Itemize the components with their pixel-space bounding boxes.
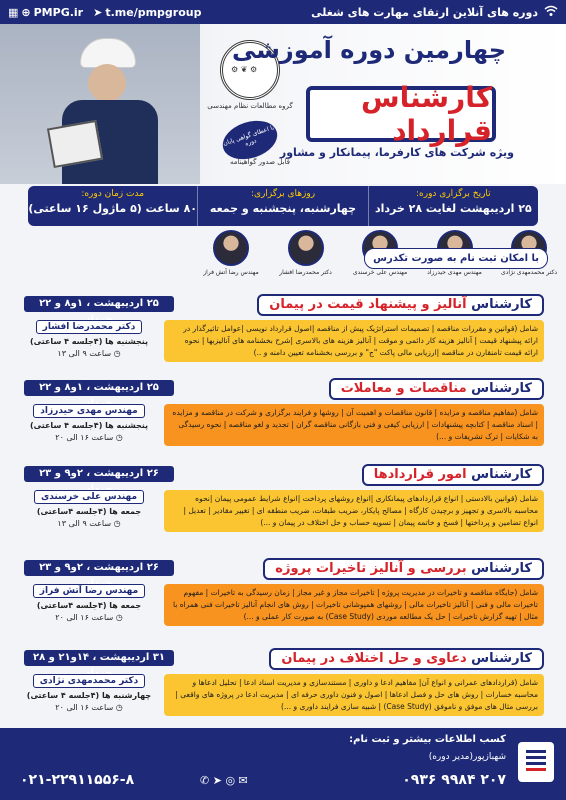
course-sessions: چهارشنبه ها (۴جلسه ۴ ساعتی) <box>26 691 152 700</box>
course-schedule <box>24 484 154 532</box>
course-description: شامل (قوانین و مقررات مناقصه | تصمیمات استراتژیک پیش از مناقصه |اصول قرارداد نویسی |عوامل تاثیرگذار در ارائه پیشنهاد قیمت | آنالیز هزینه کار دائمی و موقت | آنالیز هزینه های بالاسری |شرح بخشنامه های آنالیزبها | نحوه ارائه قیمت تامنقارن در مناقصه |ارزیابی مالی پاکت "ج" و بررسی بخشنامه تعیین دامنه و ..) <box>164 320 544 362</box>
engineer-photo <box>0 24 200 184</box>
course-card <box>24 296 544 362</box>
course-schedule <box>24 314 154 362</box>
course-title: کارشناس آنالیز و پیشنهاد قیمت در پیمان <box>257 294 544 316</box>
course-card <box>24 650 544 716</box>
course-teacher: مهندس مهدی حیدرزاد <box>33 404 144 418</box>
course-card <box>24 466 544 532</box>
days-cell: روزهای برگزاری: چهارشنبه، پنجشنبه و جمعه <box>198 186 368 226</box>
course-title: کارشناس دعاوی و حل اختلاف در پیمان <box>269 648 544 670</box>
course-sessions: جمعه ها (۴جلسه ۴ساعتی) <box>36 601 142 610</box>
course-card <box>24 560 544 626</box>
course-date: ۲۶ اردیبهشت ، ۲و۹ و ۲۳ <box>24 466 174 482</box>
university-logo: ⚙ ❦ ⚙ <box>220 40 280 100</box>
course-teacher: دکتر محمدمهدی نژادی <box>33 674 146 688</box>
instructor: مهندس علی خرسندی <box>349 230 411 290</box>
course-teacher: مهندس علی خرسندی <box>34 490 144 504</box>
course-teacher: مهندس رضا آتش فراز <box>33 584 145 598</box>
logo-caption: گروه مطالعات نظام مهندسی <box>207 102 293 110</box>
footer <box>0 728 566 800</box>
course-description: شامل (مفاهیم مناقصه و مزایده | قانون مناقصات و اهمیت آن | روشها و فرایند برگزاری و شرکت در مناقصه و مزایده | اسناد مناقصه | کتابچه پیشنهادات | ارزیابی کیفی و فنی بازگانی مناقصه گران | تجدید و لغو مناقصه | نحوه رسیدگی به شکایات | ترک تشریفات و ...) <box>164 404 544 446</box>
clock-icon: ◷ <box>115 433 123 442</box>
avatar <box>213 230 249 266</box>
mobile-number[interactable]: ۰۹۳۶ ۹۹۸۴ ۲۰۷ <box>402 772 506 788</box>
badge-note: قابل صدور گواهینامه <box>229 158 290 166</box>
globe-icon: ⊕ <box>21 5 31 19</box>
course-title: کارشناس بررسی و آنالیز تاخیرات پروژه <box>263 558 544 580</box>
clock-icon: ◷ <box>113 519 121 528</box>
course-time: ◷ ساعت ۱۶ الی ۲۰ <box>55 613 123 622</box>
course-time: ◷ ساعت ۹ الی ۱۳ <box>57 519 121 528</box>
messenger-icons <box>200 774 248 787</box>
telegram-icon: ➤ <box>93 5 103 19</box>
course-teacher: دکتر محمدرضا افشار <box>36 320 143 334</box>
email-icon: ✉ <box>238 774 248 787</box>
subtitle: ویژه شرکت های کارفرما، پیمانکار و مشاور <box>279 146 514 159</box>
course-description: شامل (جایگاه مناقصه و تاخیرات در مدیریت پروژه | تاخیرات مجاز و غیر مجاز | زمان رسیدگی به تاخیرات | مفهوم تاخیرات مالی و فنی | آنالیز تاخیرات مالی | روشهای همپوشانی تاخیرات | روش های انجام آنالیز تاخیرات فنی همراه با مثال | تهیه گزارش تاخیرات | حل یک مطالعه موردی (Case Study) به صورت کار عملی و ...) <box>164 584 544 626</box>
course-description: شامل (قراردادهای عمرانی و انواع آن| مفاهیم ادعا و داوری | مستندسازی و مدیریت اسناد ادعا | تحلیل ادعاها و محاسبه خسارات | روش های حل و فصل ادعاها | اصول و فنون داوری حرفه ای | مدیریت ادعا در پروژه های واقعی | بررسی مثال های موفق و ناموفق (Case Study) | شبیه سازی فرایند داوری و ...) <box>164 674 544 716</box>
office-phone[interactable]: ۰۲۱-۲۲۹۱۱۵۵۶-۸ <box>20 772 135 788</box>
register-form-icon <box>518 742 554 782</box>
instructor: مهندس رضا آتش فراز <box>200 230 262 290</box>
clock-icon: ◷ <box>115 703 123 712</box>
course-date: ۲۵ اردیبهشت ، ۱و۸ و ۲۲ <box>24 380 174 396</box>
course-sessions: پنجشنبه ها (۴جلسه ۴ ساعتی) <box>29 337 149 346</box>
info-bar <box>28 186 538 226</box>
course-description: شامل (قوانین بالادستی | انواع قراردادهای پیمانکاری |انواع روشهای پرداخت |انواع شرایط عمومی پیمان |نحوه محاسبه بالاسری و تجهیز و برچیدن کارگاه | مصالح پایکار، ضریب طبقات، ضریب منطقه ای | تغییر مقادیر | تعدیل | انواع تضامین و پرداختها | فسخ و خاتمه پیمان | تسویه حساب و حل اختلاف در پیمان و ...) <box>164 490 544 532</box>
dates-cell: تاریخ برگزاری دوره: ۲۵ اردیبهشت لغایت ۲۸ خرداد <box>374 189 532 215</box>
course-date: ۲۵ اردیبهشت ، ۱و۸ و ۲۲ <box>24 296 174 312</box>
whatsapp-icon: ✆ <box>200 774 210 787</box>
duration-cell: مدت زمان دوره: ۸۰ ساعت (۵ ماژول ۱۶ ساعتی) <box>28 186 198 226</box>
title-box <box>306 81 496 147</box>
course-sessions: جمعه ها (۴جلسه ۴ساعتی) <box>36 507 142 516</box>
course-card <box>24 380 544 446</box>
instagram-icon: ◎ <box>225 774 236 787</box>
title-fourth: چهارمین دوره آموزشی <box>232 36 506 64</box>
instructor: دکتر محمدمهدی نژادی <box>498 230 560 290</box>
course-schedule <box>24 668 154 716</box>
clock-icon: ◷ <box>113 349 121 358</box>
clock-icon: ◷ <box>115 613 123 622</box>
wifi-icon <box>544 5 558 20</box>
telegram-icon: ➤ <box>212 774 222 787</box>
course-sessions: پنجشنبه ها (۴جلسه ۴ ساعتی) <box>29 421 149 430</box>
course-title: کارشناس مناقصات و معاملات <box>329 378 544 400</box>
apps-icon: ▦ <box>8 5 19 19</box>
footer-contact: شهبازپور(مدیر دوره) <box>428 752 506 762</box>
footer-info: کسب اطلاعات بیشتر و ثبت نام: <box>349 734 506 745</box>
course-time: ◷ ساعت ۹ الی ۱۳ <box>57 349 121 358</box>
slogan: دوره های آنلاین ارتقای مهارت های شغلی <box>311 5 538 19</box>
website-link[interactable]: ▦ ⊕ PMPG.ir <box>8 5 84 19</box>
main-title: کارشناس قرارداد <box>360 81 492 147</box>
instructor: دکتر محمدرضا افشار <box>275 230 337 290</box>
top-bar <box>0 0 566 24</box>
course-time: ◷ ساعت ۱۶ الی ۲۰ <box>55 703 123 712</box>
course-schedule <box>24 578 154 626</box>
course-time: ◷ ساعت ۱۶ الی ۲۰ <box>55 433 123 442</box>
course-date: ۳۱ اردیبهشت ، ۱۴و۲۱ و ۲۸ <box>24 650 174 666</box>
avatar <box>288 230 324 266</box>
register-note: با امکان ثبت نام به صورت تکدرس <box>364 248 548 269</box>
course-date: ۲۶ اردیبهشت ، ۲و۹ و ۲۳ <box>24 560 174 576</box>
course-schedule <box>24 398 154 446</box>
instructor: مهندس مهدی حیدرزاد <box>424 230 486 290</box>
telegram-link[interactable]: ➤ t.me/pmpgroup <box>93 5 202 19</box>
course-title: کارشناس امور قراردادها <box>362 464 544 486</box>
certificate-badge: با اعطای گواهی پایان دوره <box>218 114 282 166</box>
